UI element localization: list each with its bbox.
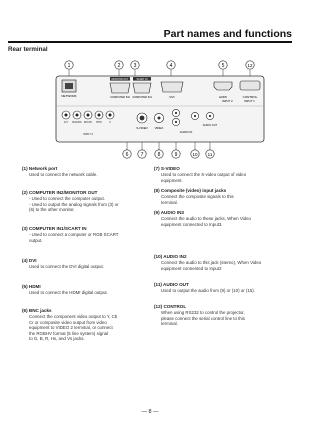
item-line: Used to connect the HDMI digital output. <box>29 290 108 295</box>
item-line: to G, B, R, Hs, and Vs jacks. <box>29 336 85 342</box>
svg-text:2: 2 <box>117 62 121 69</box>
item-audio-in3 <box>154 210 282 227</box>
item-bnc-jacks <box>22 308 150 342</box>
item-title: (12) CONTROL <box>154 304 187 309</box>
section-heading: Rear terminal <box>8 46 48 53</box>
page-title: Part names and functions <box>163 28 292 40</box>
callout-7 <box>138 150 146 158</box>
item-computer-in2 <box>22 190 150 213</box>
svg-text:6: 6 <box>125 151 129 158</box>
item-composite-video <box>154 188 282 205</box>
item-line: Connect the component video output to Y, Cb <box>29 314 118 319</box>
item-line: Connect the audio to this jack (stereo), When Video <box>161 260 262 265</box>
item-line: equipment to VIDEO 2 terminal, or connect <box>29 325 113 331</box>
svg-text:10: 10 <box>192 151 198 157</box>
item-line: Connect the composite signals to this <box>161 194 234 199</box>
scart-in-connector <box>132 77 152 99</box>
svg-text:9: 9 <box>174 151 178 158</box>
svg-text:INPUT 3: INPUT 3 <box>83 133 93 136</box>
svg-text:VIDEO: VIDEO <box>154 126 164 130</box>
callout-3 <box>131 61 139 69</box>
item-title: (4) DVI <box>22 258 37 263</box>
rear-terminal-panel <box>26 58 276 164</box>
callout-6 <box>123 150 131 158</box>
control-connector <box>240 81 260 99</box>
item-line: - Used to output the analog signals from (3) or <box>29 201 119 207</box>
svg-text:MONITOR OUT: MONITOR OUT <box>111 77 129 81</box>
item-computer-in1 <box>22 226 150 243</box>
item-line: Used to connect the network cable. <box>29 172 98 177</box>
svg-text:H/HV: H/HV <box>96 121 102 124</box>
svg-text:8: 8 <box>157 151 161 158</box>
svg-text:11: 11 <box>207 151 213 157</box>
item-title: (5) HDMI <box>22 284 41 289</box>
svg-text:DVI: DVI <box>169 95 175 99</box>
item-line: - Used to connect a computer or RGB SCART <box>29 232 119 237</box>
svg-text:COMPUTER IN1: COMPUTER IN1 <box>132 96 152 99</box>
svg-text:CONTROL: CONTROL <box>242 95 258 99</box>
item-line: Used to connect the S-video output of video <box>161 172 247 177</box>
svg-text:SCART IN: SCART IN <box>136 77 148 81</box>
svg-text:4: 4 <box>169 62 173 69</box>
item-title: (3) COMPUTER IN1/SCART IN <box>22 226 87 231</box>
item-title: (8) Composite (video) input jacks <box>154 188 227 193</box>
item-title: (11) AUDIO OUT <box>154 282 189 287</box>
callout-2 <box>115 61 123 69</box>
input1-label: INPUT 1 <box>244 99 255 103</box>
item-line: equipment connected to Input3. <box>161 221 223 227</box>
item-dvi <box>22 258 150 270</box>
svg-text:V: V <box>109 121 111 124</box>
svg-text:HDMI: HDMI <box>219 95 227 99</box>
callout-11 <box>206 150 214 158</box>
item-control <box>154 304 282 327</box>
svg-text:NETWORK: NETWORK <box>61 94 77 98</box>
svg-text:AUDIO OUT: AUDIO OUT <box>202 124 218 127</box>
item-title: (7) S-VIDEO <box>154 166 180 171</box>
input2-label: INPUT 2 <box>222 99 233 103</box>
item-line: the RGBHV format (5 line system) signal <box>29 330 109 336</box>
svg-text:5: 5 <box>221 62 225 69</box>
item-title: (1) Network port <box>22 166 58 171</box>
title-rule <box>8 41 292 43</box>
svg-text:12: 12 <box>247 62 253 68</box>
svg-text:3: 3 <box>133 62 137 69</box>
callout-4 <box>167 61 175 69</box>
item-audio-in2 <box>154 254 282 271</box>
page-number: — 8 — <box>141 409 159 415</box>
item-line: Used to connect the DVI digital output. <box>29 264 104 269</box>
item-line: please connect the serial control line to this <box>161 315 245 321</box>
callout-12 <box>246 61 254 69</box>
network-port <box>61 80 76 98</box>
item-title: (10) AUDIO IN2 <box>154 254 187 259</box>
svg-text:7: 7 <box>140 151 144 158</box>
item-line: (6) to the other monitor. <box>29 207 75 213</box>
item-s-video <box>154 166 282 183</box>
callout-9 <box>172 150 180 158</box>
callout-8 <box>155 150 163 158</box>
callout-5 <box>219 61 227 69</box>
svg-text:COMPUTER IN2: COMPUTER IN2 <box>110 96 130 99</box>
svg-text:AUDIO IN: AUDIO IN <box>179 130 193 134</box>
item-line: equipment. <box>161 177 183 183</box>
item-line: terminal. <box>161 199 178 205</box>
svg-text:B/Cb/Pb: B/Cb/Pb <box>72 121 82 124</box>
item-title: (6) BNC jacks <box>22 308 52 313</box>
item-line: - Used to connect the computer output. <box>29 196 105 201</box>
svg-text:G/Y: G/Y <box>63 121 69 124</box>
item-line: When using RS232 to control the projector, <box>161 310 245 315</box>
item-line: Used to output the audio from (9) or (10) or (15). <box>161 288 255 293</box>
svg-text:S-VIDEO: S-VIDEO <box>136 126 148 130</box>
item-line: Connect the audio to these jacks, When Video <box>161 216 251 221</box>
monitor-out-connector <box>110 77 130 99</box>
item-network-port <box>22 166 150 178</box>
callout-1 <box>65 61 73 69</box>
item-title: (9) AUDIO IN3 <box>154 210 184 215</box>
item-line: terminal. <box>161 321 178 327</box>
item-line: Cr or composite video output from video <box>29 319 107 325</box>
item-title: (2) COMPUTER IN2/MONITOR OUT <box>22 190 98 195</box>
item-audio-out <box>154 282 282 294</box>
svg-text:R/Cr/Pr: R/Cr/Pr <box>83 121 93 124</box>
svg-text:1: 1 <box>67 62 71 69</box>
callout-10 <box>191 150 199 158</box>
item-line: equipment connented to Input2 <box>161 265 222 271</box>
item-hdmi <box>22 284 150 296</box>
item-line: output. <box>29 237 43 243</box>
